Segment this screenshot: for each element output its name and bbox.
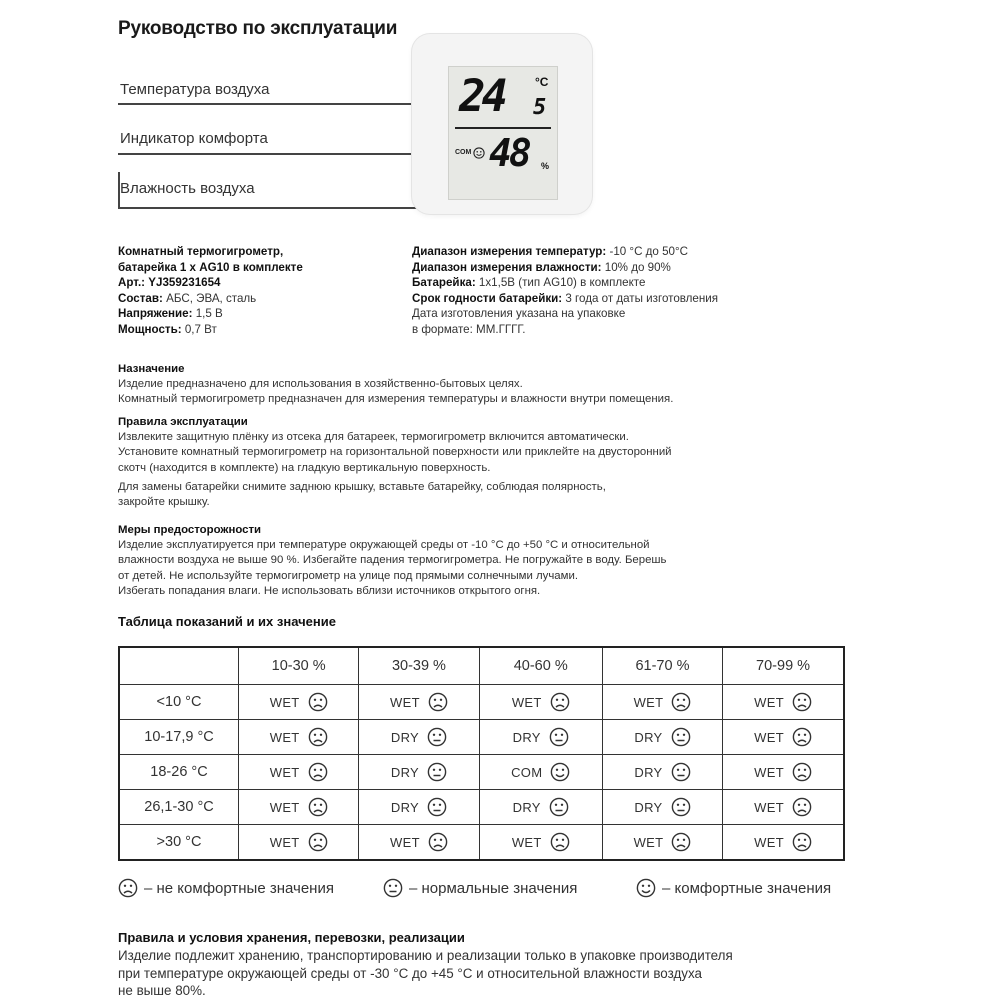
cell-status: WET [269, 729, 300, 745]
voltage-label: Напряжение: [118, 307, 193, 320]
smiley-sad-icon [428, 692, 448, 712]
column-header: 10-30 % [239, 647, 359, 685]
cell-status: DRY [634, 729, 663, 745]
art-label: Арт.: [118, 276, 146, 289]
table-cell [359, 685, 479, 720]
table-cell [602, 825, 722, 861]
legend-happy-label: – комфортные значения [662, 879, 832, 897]
table-cell [479, 790, 602, 825]
precautions-line: Избегать попадания влаги. Не использовать вблизи источников открытого огня. [118, 584, 541, 597]
battery-life-label: Срок годности батарейки: [412, 291, 563, 305]
storage-line: при температуре окружающей среды от -30 °C до +45 °C и относительной влажности воздуха [118, 965, 702, 981]
temp-range-value: -10 °C до 50°C [609, 245, 688, 258]
hum-range-value: 10% до 90% [604, 260, 671, 274]
legend-sad-label: – не комфортные значения [144, 879, 334, 897]
smiley-sad-icon [118, 878, 138, 898]
lcd-comfort-code: COM [455, 149, 472, 156]
table-row [119, 790, 844, 825]
table-cell [239, 720, 359, 755]
rules-line: скотч (находится в комплекте) на гладкую вертикальную поверхность. [118, 461, 491, 474]
lcd-divider [455, 127, 551, 129]
precautions-section [118, 523, 778, 599]
smiley-neutral-icon [427, 762, 447, 782]
table-cell [723, 685, 844, 720]
cell-status: WET [269, 799, 300, 815]
cell-status: WET [754, 729, 784, 745]
rules-line: Извлеките защитную плёнку из отсека для батареек, термогигрометр включится автоматически. [118, 431, 629, 444]
lcd-temperature: 24 [459, 71, 504, 122]
cell-status: WET [269, 834, 300, 850]
cell-status: COM [511, 764, 543, 780]
table-row [119, 720, 844, 755]
row-header: 18-26 °C [119, 755, 239, 790]
table-cell [359, 790, 479, 825]
temp-range-label: Диапазон измерения температур: [412, 245, 607, 258]
mfg-line1: Дата изготовления указана на упаковке [412, 307, 626, 320]
specs-right [412, 244, 812, 337]
storage-line: не выше 80%. [118, 983, 206, 998]
product-name-line1: Комнатный термогигрометр, [118, 245, 284, 258]
rules-line: Для замены батарейки снимите заднюю крышку, вставьте батарейку, соблюдая полярность, [118, 480, 606, 493]
rules-line: закройте крышку. [118, 496, 210, 509]
smiley-happy-icon [473, 146, 485, 164]
table-cell [479, 685, 602, 720]
purpose-line: Изделие предназначено для использования в хозяйственно-бытовых целях. [118, 378, 523, 391]
row-header: 26,1-30 °C [119, 790, 239, 825]
smiley-sad-icon [792, 762, 812, 782]
smiley-happy-icon [636, 878, 656, 898]
smiley-neutral-icon [671, 762, 691, 782]
storage-line: Изделие подлежит хранению, транспортированию и реализации только в упаковке производителя [118, 948, 733, 963]
table-cell [239, 685, 359, 720]
table-cell [602, 790, 722, 825]
table-cell [359, 755, 479, 790]
table-cell [479, 720, 602, 755]
smiley-happy-icon [550, 762, 570, 782]
thermohygrometer-device [412, 34, 592, 214]
cell-status: WET [633, 694, 664, 710]
cell-status: WET [390, 694, 420, 710]
smiley-neutral-icon [427, 727, 447, 747]
battery-life-value: 3 года от даты изготовления [565, 291, 719, 305]
table-cell [479, 825, 602, 861]
row-header: >30 °C [119, 825, 239, 861]
specs-left [118, 244, 408, 337]
callout-temperature-line [118, 103, 448, 105]
purpose-title: Назначение [118, 363, 185, 375]
lcd-temperature-decimal: 5 [533, 95, 547, 120]
precautions-line: от детей. Не используйте термогигрометр на улице под прямыми солнечными лучами. [118, 569, 578, 582]
table-cell [723, 790, 844, 825]
smiley-neutral-icon [549, 727, 569, 747]
smiley-sad-icon [308, 832, 328, 852]
callout-humidity: Влажность воздуха [120, 180, 255, 197]
smiley-sad-icon [792, 727, 812, 747]
table-cell [479, 755, 602, 790]
page-title: Руководство по эксплуатации [118, 18, 398, 39]
smiley-sad-icon [792, 692, 812, 712]
smiley-neutral-icon [383, 878, 403, 898]
column-header: 30-39 % [359, 647, 479, 685]
cell-status: DRY [512, 799, 541, 815]
table-cell [239, 825, 359, 861]
cell-status: WET [754, 694, 784, 710]
voltage-value: 1,5 В [195, 307, 223, 320]
legend-neutral-label: – нормальные значения [409, 879, 578, 897]
table-corner-cell [119, 647, 239, 685]
cell-status: DRY [634, 764, 663, 780]
cell-status: WET [511, 834, 542, 850]
precautions-line: Изделие эксплуатируется при температуре окружающей среды от -10 °C до +50 °C и относительной [118, 539, 650, 552]
table-title: Таблица показаний и их значение [118, 614, 336, 629]
table-cell [359, 720, 479, 755]
cell-status: WET [511, 694, 542, 710]
smiley-sad-icon [550, 832, 570, 852]
smiley-sad-icon [428, 832, 448, 852]
cell-status: WET [269, 694, 300, 710]
art-value: YJ359231654 [148, 276, 221, 289]
legend-happy [636, 878, 831, 898]
cell-status: WET [754, 834, 784, 850]
smiley-sad-icon [308, 762, 328, 782]
column-header: 61-70 % [602, 647, 722, 685]
smiley-sad-icon [550, 692, 570, 712]
row-header: <10 °C [119, 685, 239, 720]
cell-status: WET [754, 764, 784, 780]
table-cell [602, 755, 722, 790]
row-header: 10-17,9 °C [119, 720, 239, 755]
column-header: 40-60 % [479, 647, 602, 685]
legend-sad [118, 878, 334, 898]
readings-table [118, 646, 845, 861]
hum-range-label: Диапазон измерения влажности: [412, 260, 602, 274]
smiley-sad-icon [308, 692, 328, 712]
smiley-sad-icon [308, 727, 328, 747]
column-header: 70-99 % [723, 647, 844, 685]
smiley-neutral-icon [671, 797, 691, 817]
table-cell [723, 720, 844, 755]
cell-status: WET [633, 834, 664, 850]
table-row [119, 825, 844, 861]
purpose-section [118, 362, 778, 408]
table-cell [359, 825, 479, 861]
table-cell [239, 790, 359, 825]
smiley-sad-icon [792, 832, 812, 852]
power-label: Мощность: [118, 322, 182, 336]
storage-section [118, 947, 818, 1000]
rules-section [118, 415, 778, 510]
table-cell [723, 825, 844, 861]
lcd-display [448, 66, 558, 200]
material-label: Состав: [118, 291, 163, 305]
cell-status: DRY [390, 764, 419, 780]
rules-title: Правила эксплуатации [118, 416, 248, 428]
table-row [119, 755, 844, 790]
smiley-sad-icon [671, 832, 691, 852]
callout-comfort: Индикатор комфорта [120, 130, 268, 147]
smiley-neutral-icon [427, 797, 447, 817]
smiley-sad-icon [671, 692, 691, 712]
product-name-line2: батарейка 1 х AG10 в комплекте [118, 260, 303, 274]
smiley-sad-icon [792, 797, 812, 817]
lcd-humidity: 48 [489, 131, 529, 175]
table-header-row [119, 647, 844, 685]
precautions-title: Меры предосторожности [118, 524, 262, 536]
material-value: АБС, ЭВА, сталь [166, 291, 257, 305]
lcd-temperature-unit: °C [535, 75, 549, 89]
cell-status: WET [269, 764, 300, 780]
storage-title: Правила и условия хранения, перевозки, реализации [118, 930, 465, 945]
legend-neutral [383, 878, 577, 898]
table-row [119, 685, 844, 720]
smiley-neutral-icon [549, 797, 569, 817]
cell-status: WET [754, 799, 784, 815]
purpose-line: Комнатный термогигрометр предназначен для измерения температуры и влажности внутри помещения. [118, 393, 674, 406]
cell-status: DRY [390, 799, 419, 815]
cell-status: DRY [390, 729, 419, 745]
cell-status: DRY [634, 799, 663, 815]
callout-humidity-vline [118, 172, 120, 208]
table-cell [723, 755, 844, 790]
table-cell [602, 720, 722, 755]
battery-value: 1х1,5В (тип AG10) в комплекте [478, 276, 646, 289]
smiley-sad-icon [308, 797, 328, 817]
table-cell [239, 755, 359, 790]
rules-line: Установите комнатный термогигрометр на горизонтальной поверхности или приклейте на двусторонний [118, 446, 672, 459]
mfg-line2: в формате: ММ.ГГГГ. [412, 322, 526, 336]
callout-comfort-line [118, 153, 448, 155]
cell-status: WET [390, 834, 420, 850]
table-cell [602, 685, 722, 720]
precautions-line: влажности воздуха не выше 90 %. Избегайте падения термогигрометра. Не погружайте в воду. Берешь [118, 554, 667, 567]
battery-label: Батарейка: [412, 276, 476, 289]
power-value: 0,7 Вт [184, 322, 217, 336]
callout-temperature: Температура воздуха [120, 81, 270, 98]
lcd-humidity-unit: % [541, 161, 550, 171]
smiley-neutral-icon [671, 727, 691, 747]
cell-status: DRY [512, 729, 541, 745]
